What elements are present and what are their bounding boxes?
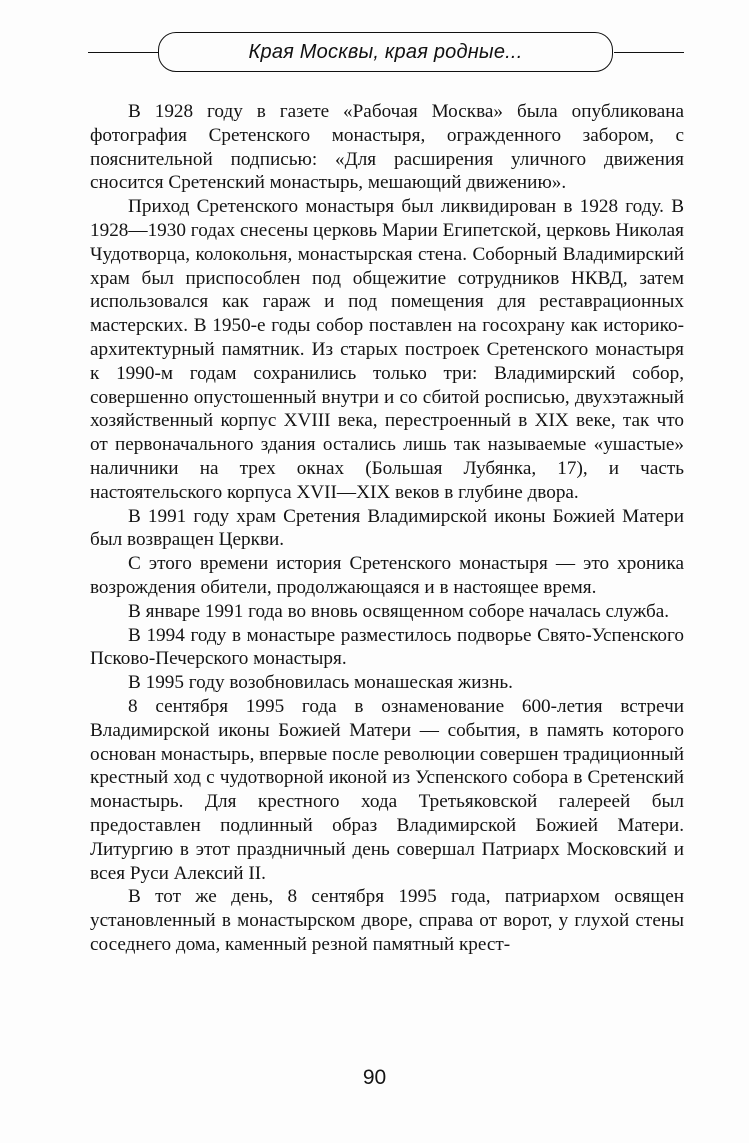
header-frame	[158, 32, 613, 72]
header-rule-left	[88, 52, 158, 53]
paragraph: В 1928 году в газете «Рабочая Москва» была опубликована фотография Сретенского монастыря, огражденного забором, с пояснительной подписью: «Для расширения уличного движения сносится Сретенский монастырь, мешающий движению».	[90, 101, 684, 194]
paragraph: В январе 1991 года во вновь освященном соборе началась служба.	[128, 600, 670, 622]
body-text	[90, 100, 684, 957]
header-rule-right	[614, 52, 684, 53]
paragraph: 8 сентября 1995 года в ознаменование 600-летия встречи Владимирской иконы Божией Матери — события, в память которого основан монастырь, впервые после революции совершен традиционный крестный ход с чудотворной иконой из Успенского собора в Сретенский монастырь. Для крестного хода Третьяковской галереей был предоставлен подлинный образ Владимирской Божией Матери. Литургию в этот праздничный день совершал Патриарх Московский и всея Руси Алексий II.	[90, 695, 684, 884]
paragraph: В 1994 году в монастыре разместилось подворье Свято-Успенского Псково-Печерского монастыря.	[90, 624, 684, 670]
paragraph: Приход Сретенского монастыря был ликвидирован в 1928 году. В 1928—1930 годах снесены церковь Марии Египетской, церковь Николая Чудотворца, колокольня, монастырская стена. Соборный Владимирский храм был приспособлен под общежитие сотрудников НКВД, затем использовался как гараж и под помещения для реставрационных мастерских. В 1950-е годы собор поставлен на госохрану как историко-архитектурный памятник. Из старых построек Сретенского монастыря к 1990-м годам сохранились только три: Владимирский собор, совершенно опустошенный внутри и со сбитой росписью, двухэтажный хозяйственный корпус XVIII века, перестроенный в XIX веке, так что от первоначального здания остались лишь так называемые «ушастые» наличники на трех окнах (Большая Лубянка, 17), и часть настоятельского корпуса XVII—XIX веков в глубине двора.	[90, 196, 684, 503]
paragraph: С этого времени история Сретенского монастыря — это хроника возрождения обители, продолжающаяся и в настоящее время.	[90, 553, 684, 598]
paragraph: В 1991 году храм Сретения Владимирской иконы Божией Матери был возвращен Церкви.	[90, 505, 684, 551]
paragraph: В 1995 году возобновилась монашеская жизнь.	[128, 672, 513, 694]
running-title: Края Москвы, края родные...	[248, 40, 523, 63]
running-header	[88, 32, 684, 76]
page-number: 90	[362, 1066, 387, 1089]
paragraph: В тот же день, 8 сентября 1995 года, патриархом освящен установленный в монастырском дворе, справа от ворот, у глухой стены соседнего дома, каменный резной памятный крест-	[90, 886, 684, 955]
